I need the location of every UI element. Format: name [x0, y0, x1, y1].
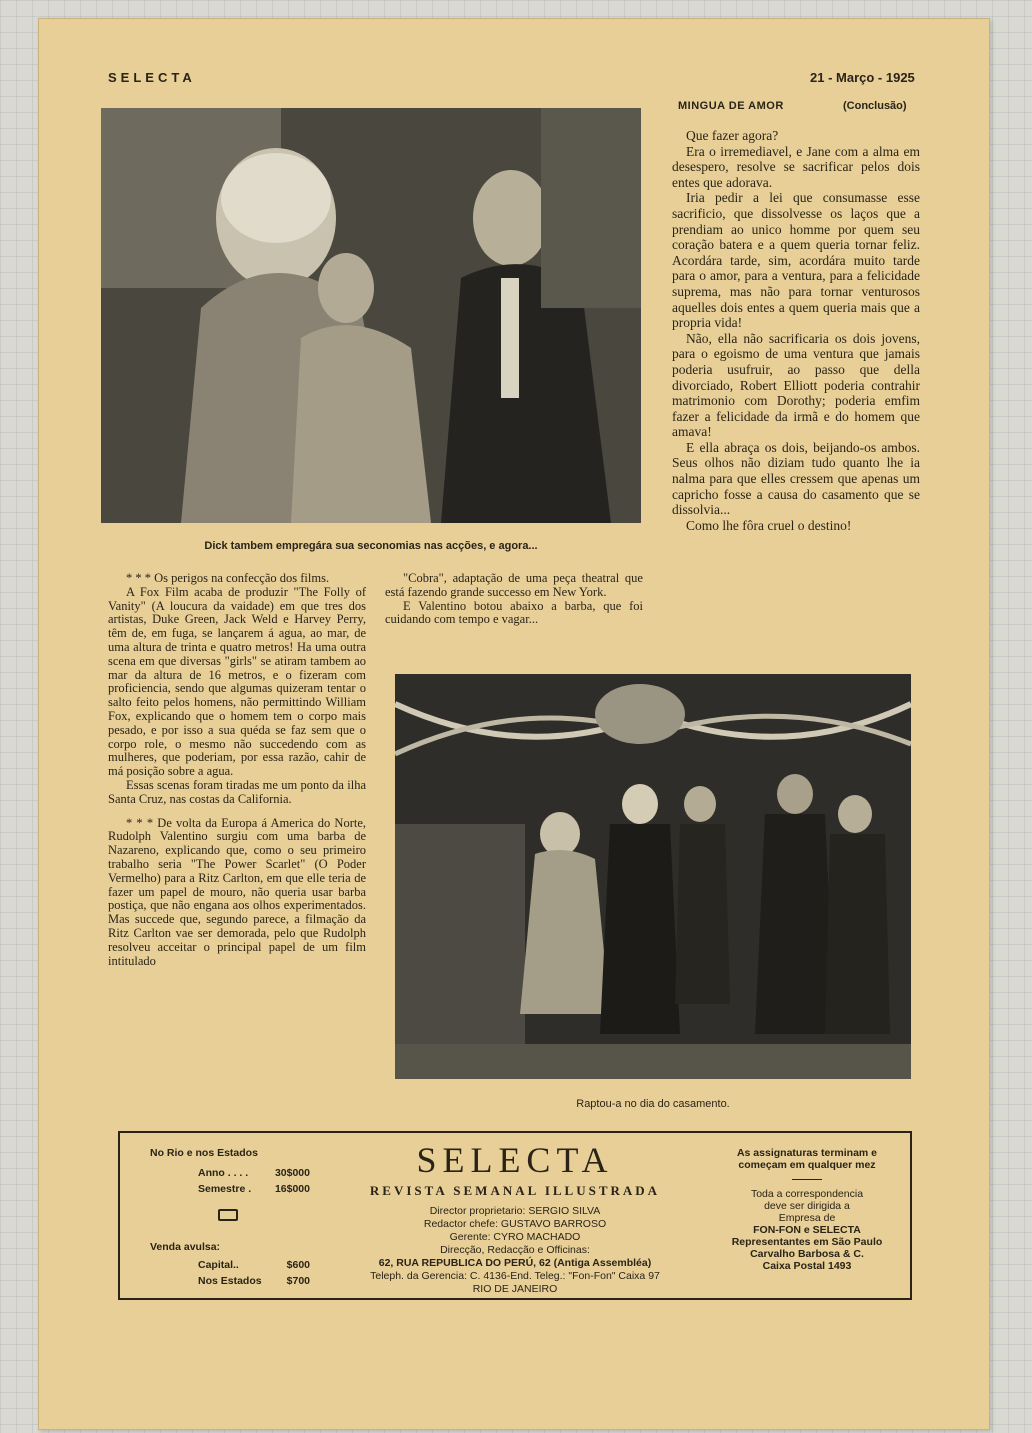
footer-right-line: Empresa de — [778, 1212, 836, 1224]
venda-label: Nos Estados — [198, 1275, 262, 1287]
footer-right-line: As assignaturas terminam e — [736, 1147, 878, 1159]
story-tag: (Conclusão) — [843, 100, 907, 112]
photo1-caption: Dick tambem empregára sua seconomias nas acções, e agora... — [204, 540, 538, 552]
footer-line: Gerente: CYRO MACHADO — [449, 1231, 581, 1243]
footer-right-line: Toda a correspondencia — [750, 1188, 864, 1200]
footer-line: Teleph. da Gerencia: C. 4136-End. Teleg.: "Fon-Fon" Caixa 97 — [370, 1270, 660, 1282]
footer-right-line: deve ser dirigida a — [764, 1200, 850, 1212]
photo-family-scene — [101, 108, 641, 523]
notes-column-2 — [385, 572, 643, 627]
story-paragraph: Não, ella não sacrificaria os dois jovens, para o egoismo de uma ventura que jamais poderia usufruir, ao passo que della divorciado, Robert Elliott poderia contrahir matrimonio com Dorothy; poderia emfim fazer a felicidade da irmã e do homem que amava! — [672, 330, 920, 440]
story-body — [672, 128, 920, 533]
photo-wedding-scene — [395, 674, 911, 1079]
footer-line: 62, RUA REPUBLICA DO PERÚ, 62 (Antiga Assembléa) — [378, 1257, 652, 1269]
story-title: MINGUA DE AMOR — [678, 100, 784, 112]
footer-right-line: Carvalho Barbosa & C. — [750, 1248, 864, 1260]
venda-label: Capital.. — [198, 1259, 239, 1271]
rates-title: No Rio e nos Estados — [150, 1147, 258, 1159]
subscription-box — [118, 1131, 912, 1300]
venda-value: $600 — [286, 1259, 310, 1271]
note-paragraph: * * * Os perigos na confecção dos films. — [126, 571, 330, 585]
photo2-caption: Raptou-a no dia do casamento. — [576, 1098, 730, 1110]
footer-line: Director proprietario: SERGIO SILVA — [429, 1205, 601, 1217]
venda-title: Venda avulsa: — [150, 1241, 221, 1253]
note-paragraph: "Cobra", adaptação de uma peça theatral que está fazendo grande successo em New York. — [385, 571, 643, 599]
selecta-logo: SELECTA — [416, 1140, 614, 1180]
selecta-subtitle: REVISTA SEMANAL ILLUSTRADA — [369, 1183, 661, 1198]
notes-column-1 — [108, 572, 366, 968]
story-paragraph: Que fazer agora? — [686, 128, 779, 143]
footer-line: RIO DE JANEIRO — [472, 1283, 558, 1295]
price-value: 30$000 — [274, 1167, 310, 1179]
footer-right-line: FON-FON e SELECTA — [753, 1224, 861, 1236]
masthead-date: 21 - Março - 1925 — [810, 70, 915, 85]
note-paragraph: * * * De volta da Europa á America do Norte, Rudolph Valentino surgiu com uma barba de Nazareno, explicando que, como o seu primeiro trabalho seria "The Power Scarlet" (O Poder Vermelho) para a Ritz Carlton, em que elle teria de fazer um papel de mouro, não queria usar barba postiça, que não engana aos olhos experimentados. Mas succede que, segundo parece, a filmação da Ritz Carlton vae ser demorada, pelo que Rudolph resolveu acceitar o principal papel de um film intitulado — [108, 815, 366, 968]
footer-right-line: Representantes em São Paulo — [731, 1236, 883, 1248]
footer-line: Redactor chefe: GUSTAVO BARROSO — [423, 1218, 607, 1230]
price-label: Anno . . . . — [198, 1167, 249, 1179]
note-paragraph: Essas scenas foram tiradas me um ponto da ilha Santa Cruz, nas costas da California. — [108, 777, 366, 806]
newspaper-page — [38, 18, 990, 1430]
footer-right-line: Caixa Postal 1493 — [762, 1260, 852, 1272]
footer-right-line: começam em qualquer mez — [738, 1159, 876, 1171]
venda-value: $700 — [286, 1275, 310, 1287]
footer-line: Direcção, Redacção e Officinas: — [440, 1244, 590, 1256]
note-paragraph: A Fox Film acaba de produzir "The Folly of Vanity" (A loucura da vaidade) em que tres dos artistas, Duke Green, Jack Weld e Harvey Perry, têm de, em fuga, se lançarem á agua, ao mar, de uma altura de trinta e quatro metros! Ha uma outra scena em que diversas "girls" se atiram tambem ao mar da altura de 16 metros, e o fizeram com proficiencia, sendo que algumas quizeram tentar o salto feito pelos homens, não permittindo William Fox, explicando que o homem tem o corpo mais pesado, e por isso a sua quéda se faz sem que o corpo role, o mesmo não succedendo com as mulheres, que poderiam, por essa razão, cahir de má posição sobre a agua. — [108, 584, 366, 779]
story-paragraph: Iria pedir a lei que consumasse esse sacrificio, que dissolvesse os laços que a prendiam ao unico homme por quem seu coração batera e a quem queria tornar feliz. Acordára tarde, sim, acordára muito tarde para o amor, para a ventura, para a felicidade suprema, mas não para tornar venturosos aquelles dois entes a quem queria mais que a propria vida! — [672, 190, 920, 331]
footer-right-block — [712, 1147, 902, 1272]
price-value: 16$000 — [274, 1183, 310, 1195]
masthead-title: SELECTA — [108, 70, 196, 85]
note-paragraph: E Valentino botou abaixo a barba, que foi cuidando com tempo e vagar... — [385, 598, 643, 627]
price-label: Semestre . — [198, 1183, 252, 1195]
divider — [792, 1179, 822, 1180]
story-paragraph: E ella abraça os dois, beijando-os ambos. Seus olhos não diziam tudo quanto lhe ia nalma para que elles cressem que apenas um capricho fosse a causa do casamento que se dissolvia... — [672, 439, 920, 518]
story-paragraph: Como lhe fôra cruel o destino! — [686, 517, 852, 533]
story-paragraph: Era o irremediavel, e Jane com a alma em desespero, resolve se sacrificar pelos dois entes que adorava. — [672, 143, 920, 190]
